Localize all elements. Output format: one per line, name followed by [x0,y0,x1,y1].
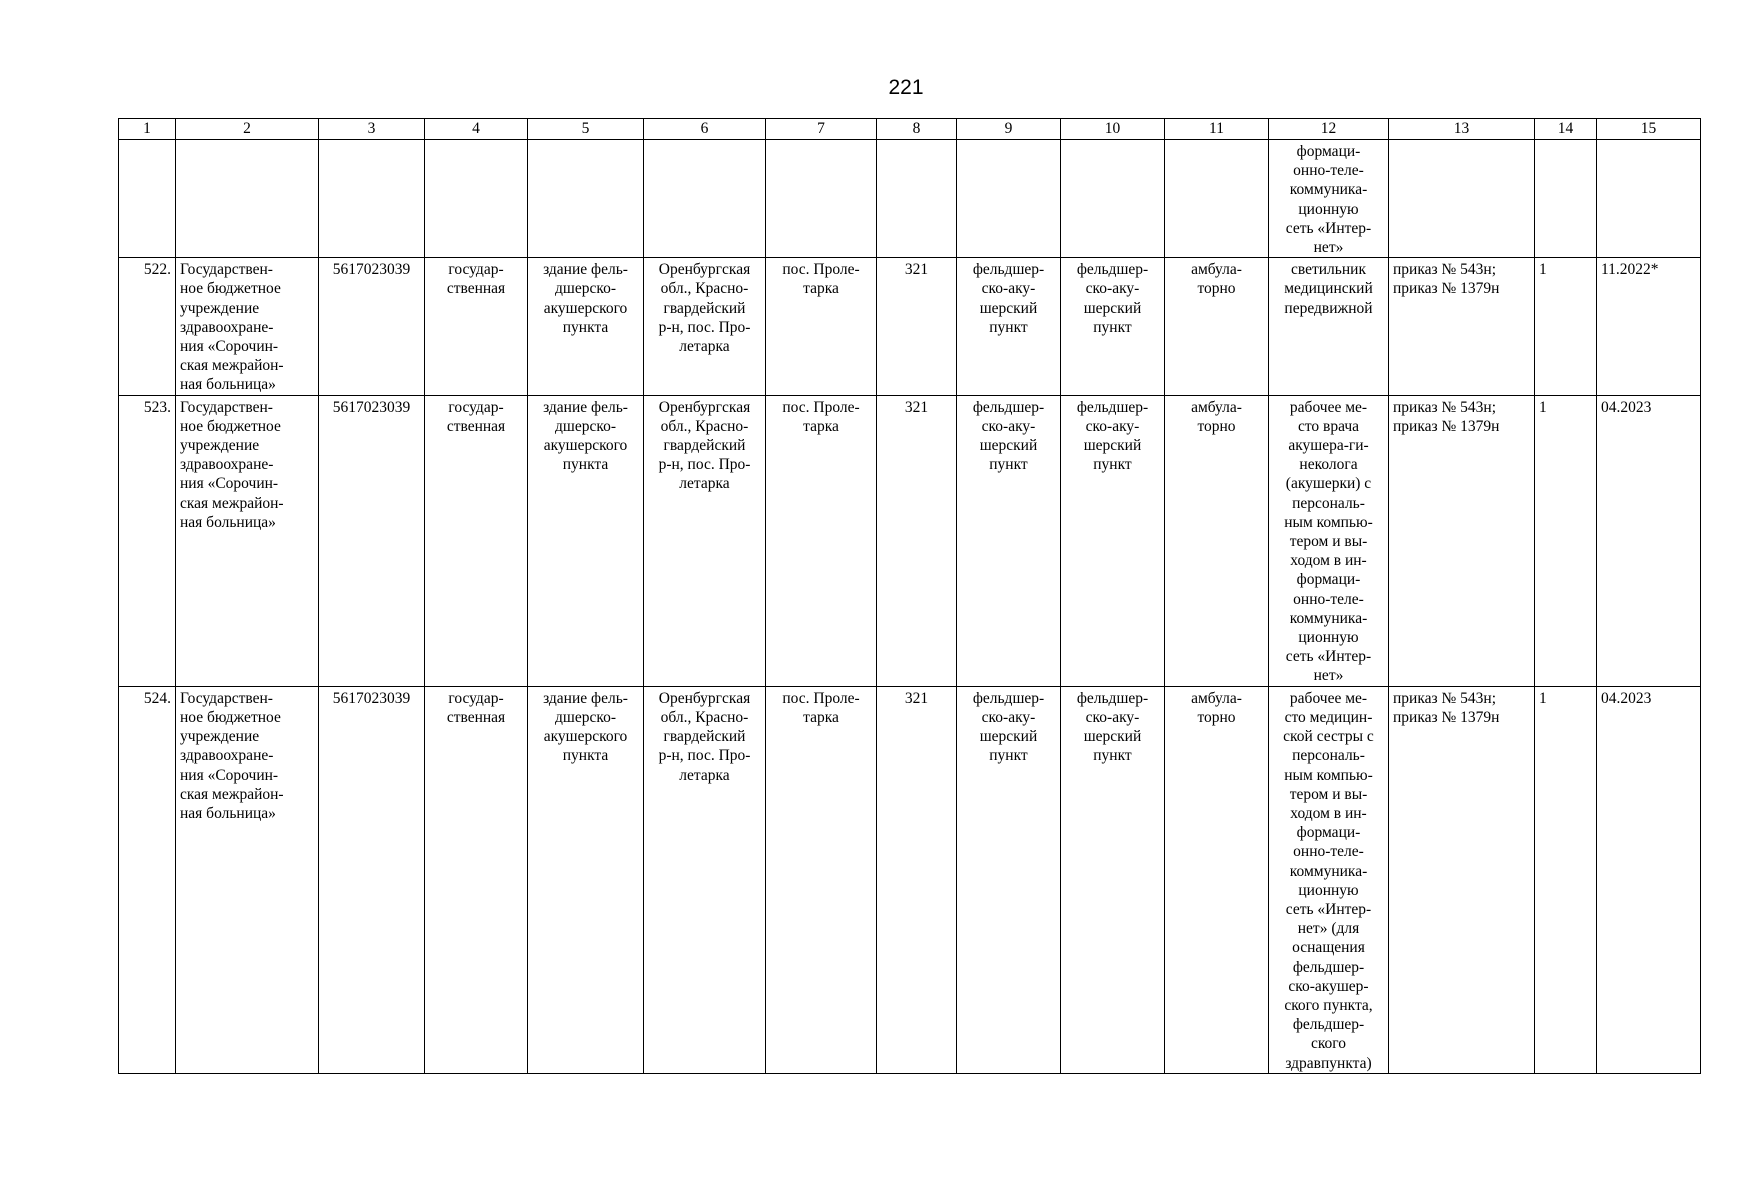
ownership-cell: государ- ственная [425,686,528,1073]
orders-cell: приказ № 543н; приказ № 1379н [1389,395,1535,686]
column-number: 1 [119,119,176,140]
building-cell: здание фель- дшерско- акушерского пункта [528,395,644,686]
register-table [118,118,1701,1074]
facility-type-cell: фельдшер- ско-аку- шерский пункт [957,395,1061,686]
facility-unit-cell: фельдшер- ско-аку- шерский пункт [1061,686,1165,1073]
column-number: 13 [1389,119,1535,140]
address-cell: Оренбургская обл., Красно- гвардейский р-н, пос. Про- летарка [644,686,766,1073]
quantity-cell: 1 [1535,395,1597,686]
population-cell: 321 [877,258,957,395]
equipment-cell: рабочее ме- сто медицин- ской сестры с персональ- ным компью- тером и вы- ходом в ин- формаци- онно-теле- коммуника- ционную сеть «Интер- нет» (для оснащения фельдшер- ско-акушер- ского пункта, фельдшер- ского здравпункта) [1269,686,1389,1073]
building-cell: здание фель- дшерско- акушерского пункта [528,258,644,395]
row-number: 523. [119,395,176,686]
column-number: 2 [176,119,319,140]
quantity-cell: 1 [1535,258,1597,395]
care-mode-cell: амбула- торно [1165,686,1269,1073]
row-number: 522. [119,258,176,395]
column-number: 15 [1597,119,1701,140]
organization-cell: Государствен- ное бюджетное учреждение здравоохране- ния «Сорочин- ская межрайон- ная больница» [176,258,319,395]
continuation-row [119,140,1701,258]
column-number: 14 [1535,119,1597,140]
column-number: 12 [1269,119,1389,140]
date-cell: 04.2023 [1597,686,1701,1073]
building-cell: здание фель- дшерско- акушерского пункта [528,686,644,1073]
column-number: 3 [319,119,425,140]
table-row [119,395,1701,686]
table-row [119,686,1701,1073]
equipment-cell: светильник медицинский передвижной [1269,258,1389,395]
column-number: 9 [957,119,1061,140]
row-number: 524. [119,686,176,1073]
orders-cell: приказ № 543н; приказ № 1379н [1389,686,1535,1073]
care-mode-cell: амбула- торно [1165,395,1269,686]
date-cell: 11.2022* [1597,258,1701,395]
locality-cell: пос. Проле- тарка [766,395,877,686]
inn-cell: 5617023039 [319,258,425,395]
ownership-cell: государ- ственная [425,258,528,395]
column-number-row [119,119,1701,140]
locality-cell: пос. Проле- тарка [766,258,877,395]
column-number: 5 [528,119,644,140]
care-mode-cell: амбула- торно [1165,258,1269,395]
column-number: 4 [425,119,528,140]
column-number: 7 [766,119,877,140]
date-cell: 04.2023 [1597,395,1701,686]
facility-unit-cell: фельдшер- ско-аку- шерский пункт [1061,395,1165,686]
quantity-cell: 1 [1535,686,1597,1073]
locality-cell: пос. Проле- тарка [766,686,877,1073]
facility-type-cell: фельдшер- ско-аку- шерский пункт [957,686,1061,1073]
facility-unit-cell: фельдшер- ско-аку- шерский пункт [1061,258,1165,395]
equipment-cell: формаци- онно-теле- коммуника- ционную сеть «Интер- нет» [1269,140,1389,258]
table-row [119,258,1701,395]
inn-cell: 5617023039 [319,395,425,686]
ownership-cell: государ- ственная [425,395,528,686]
population-cell: 321 [877,686,957,1073]
column-number: 11 [1165,119,1269,140]
population-cell: 321 [877,395,957,686]
page-number: 221 [888,76,924,99]
address-cell: Оренбургская обл., Красно- гвардейский р-н, пос. Про- летарка [644,258,766,395]
equipment-cell: рабочее ме- сто врача акушера-ги- неколога (акушерки) с персональ- ным компью- тером и вы- ходом в ин- формаци- онно-теле- коммуника- ционную сеть «Интер- нет» [1269,395,1389,686]
column-number: 8 [877,119,957,140]
organization-cell: Государствен- ное бюджетное учреждение здравоохране- ния «Сорочин- ская межрайон- ная больница» [176,395,319,686]
orders-cell: приказ № 543н; приказ № 1379н [1389,258,1535,395]
address-cell: Оренбургская обл., Красно- гвардейский р-н, пос. Про- летарка [644,395,766,686]
inn-cell: 5617023039 [319,686,425,1073]
facility-type-cell: фельдшер- ско-аку- шерский пункт [957,258,1061,395]
column-number: 6 [644,119,766,140]
organization-cell: Государствен- ное бюджетное учреждение здравоохране- ния «Сорочин- ская межрайон- ная больница» [176,686,319,1073]
column-number: 10 [1061,119,1165,140]
